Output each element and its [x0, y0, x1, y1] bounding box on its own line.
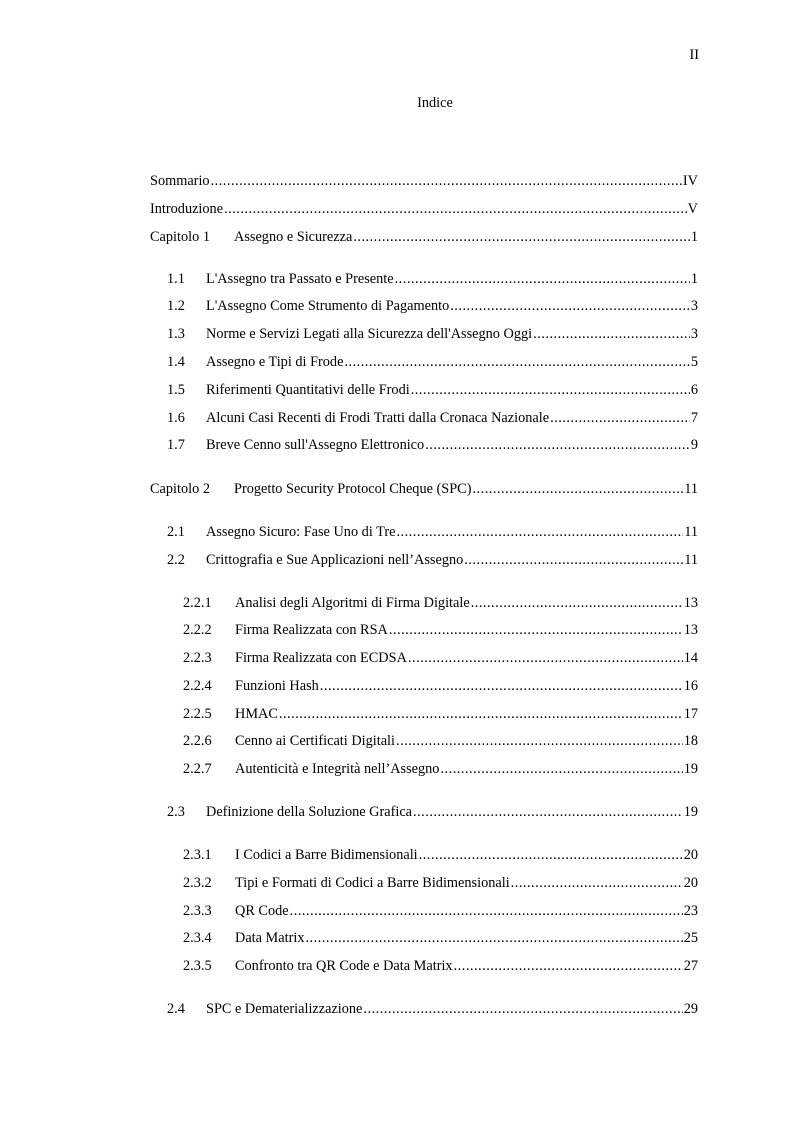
toc-entry-text: Assegno e Tipi di Frode: [206, 354, 344, 370]
toc-leader-dots: [389, 620, 683, 640]
toc-entry-2-2-3[interactable]: [183, 648, 698, 668]
toc-entry-number: 1.7: [167, 437, 185, 453]
toc-entry-number: 1.4: [167, 354, 185, 370]
toc-leader-dots: [305, 928, 682, 948]
toc-entry-page: 25: [683, 930, 698, 946]
toc-entry-text: Progetto Security Protocol Cheque (SPC): [234, 481, 472, 497]
toc-entry-2-2-1[interactable]: [183, 593, 698, 613]
toc-entry-page: 16: [683, 678, 698, 694]
toc-entry-page: 18: [683, 733, 698, 749]
toc-entry-2-2-7[interactable]: [183, 759, 698, 779]
toc-entry-page: V: [687, 201, 698, 217]
toc-entry-capitolo-1[interactable]: [150, 227, 698, 247]
toc-entry-number: 2.4: [167, 1001, 185, 1017]
toc-entry-page: 13: [683, 595, 698, 611]
toc-entry-text: Analisi degli Algoritmi di Firma Digitale: [235, 595, 470, 611]
toc-leader-dots: [408, 648, 683, 668]
toc-leader-dots: [279, 704, 683, 724]
toc-entry-page: 6: [690, 382, 698, 398]
toc-entry-page: 20: [683, 847, 698, 863]
toc-leader-dots: [363, 999, 682, 1019]
toc-entry-text: Sommario: [150, 173, 210, 189]
toc-entry-text: Firma Realizzata con RSA: [235, 622, 388, 638]
toc-entry-number: 1.2: [167, 298, 185, 314]
toc-entry-page: 1: [690, 271, 698, 287]
toc-entry-page: 1: [690, 229, 698, 245]
toc-entry-number: 2.2: [167, 552, 185, 568]
toc-leader-dots: [290, 901, 683, 921]
toc-entry-number: 1.1: [167, 271, 185, 287]
page-title: Indice: [417, 95, 453, 111]
toc-entry-number: 2.3.2: [183, 875, 212, 891]
toc-entry-page: 3: [690, 326, 698, 342]
toc-entry-2-2-4[interactable]: [183, 676, 698, 696]
toc-entry-text: Data Matrix: [235, 930, 305, 946]
toc-entry-2-1[interactable]: [167, 522, 698, 542]
toc-entry-page: 11: [684, 524, 698, 540]
toc-leader-dots: [454, 956, 683, 976]
toc-entry-2-2-2[interactable]: [183, 620, 698, 640]
toc-entry-page: 11: [684, 481, 698, 497]
toc-leader-dots: [450, 296, 690, 316]
toc-entry-number: 1.6: [167, 410, 185, 426]
toc-leader-dots: [511, 873, 683, 893]
toc-entry-number: 2.3.5: [183, 958, 212, 974]
toc-entry-page: 14: [683, 650, 698, 666]
toc-entry-number: 2.2.4: [183, 678, 212, 694]
toc-leader-dots: [425, 435, 690, 455]
toc-entry-text: Cenno ai Certificati Digitali: [235, 733, 396, 749]
toc-entry-page: 19: [683, 761, 698, 777]
toc-entry-2-2-5[interactable]: [183, 704, 698, 724]
toc-entry-number: 2.2.7: [183, 761, 212, 777]
toc-entry-text: Definizione della Soluzione Grafica: [206, 804, 413, 820]
toc-leader-dots: [411, 380, 690, 400]
toc-entry-text: Confronto tra QR Code e Data Matrix: [235, 958, 453, 974]
toc-entry-2-3-2[interactable]: [183, 873, 698, 893]
toc-entry-number: 2.2.1: [183, 595, 212, 611]
toc-leader-dots: [471, 593, 683, 613]
toc-entry-number: 2.2.6: [183, 733, 212, 749]
toc-entry-page: 27: [683, 958, 698, 974]
toc-entry-number: 2.3.3: [183, 903, 212, 919]
toc-entry-1-7[interactable]: [167, 435, 698, 455]
toc-entry-page: 19: [683, 804, 698, 820]
toc-entry-2-2[interactable]: [167, 550, 698, 570]
toc-entry-capitolo-2[interactable]: [150, 479, 698, 499]
toc-entry-sommario[interactable]: [150, 171, 698, 191]
toc-leader-dots: [533, 324, 690, 344]
toc-entry-page: 13: [683, 622, 698, 638]
toc-leader-dots: [472, 479, 683, 499]
toc-entry-2-3-1[interactable]: [183, 845, 698, 865]
toc-entry-1-4[interactable]: [167, 352, 698, 372]
toc-entry-text: Funzioni Hash: [235, 678, 319, 694]
toc-leader-dots: [464, 550, 683, 570]
toc-entry-page: 5: [690, 354, 698, 370]
toc-entry-text: L'Assegno tra Passato e Presente: [206, 271, 394, 287]
toc-leader-dots: [396, 522, 683, 542]
toc-entry-page: 7: [690, 410, 698, 426]
toc-entry-number: 2.3: [167, 804, 185, 820]
toc-entry-number: 2.3.1: [183, 847, 212, 863]
toc-entry-text: QR Code: [235, 903, 289, 919]
toc-entry-1-5[interactable]: [167, 380, 698, 400]
toc-entry-number: 1.5: [167, 382, 185, 398]
toc-entry-text: L'Assegno Come Strumento di Pagamento: [206, 298, 450, 314]
toc-entry-number: 2.2.2: [183, 622, 212, 638]
toc-entry-number: 2.2.5: [183, 706, 212, 722]
page-number: II: [689, 47, 699, 63]
toc-entry-2-3-4[interactable]: [183, 928, 698, 948]
toc-entry-text: HMAC: [235, 706, 278, 722]
toc-leader-dots: [395, 269, 690, 289]
toc-entry-introduzione[interactable]: [150, 199, 698, 219]
toc-entry-1-1[interactable]: [167, 269, 698, 289]
toc-entry-text: SPC e Dematerializzazione: [206, 1001, 363, 1017]
toc-entry-text: Assegno Sicuro: Fase Uno di Tre: [206, 524, 396, 540]
toc-entry-2-3-5[interactable]: [183, 956, 698, 976]
toc-entry-text: Alcuni Casi Recenti di Frodi Tratti dalla Cronaca Nazionale: [206, 410, 550, 426]
toc-leader-dots: [211, 171, 682, 191]
toc-entry-1-6[interactable]: [167, 408, 698, 428]
toc-entry-page: 20: [683, 875, 698, 891]
toc-entry-page: 3: [690, 298, 698, 314]
toc-leader-dots: [440, 759, 682, 779]
toc-leader-dots: [413, 802, 683, 822]
toc-entry-1-3[interactable]: [167, 324, 698, 344]
toc-entry-page: IV: [682, 173, 698, 189]
toc-entry-page: 23: [683, 903, 698, 919]
toc-entry-number: 2.2.3: [183, 650, 212, 666]
toc-entry-text: Autenticità e Integrità nell’Assegno: [235, 761, 440, 777]
toc-entry-text: Assegno e Sicurezza: [234, 229, 353, 245]
toc-entry-text: Introduzione: [150, 201, 224, 217]
toc-entry-text: Riferimenti Quantitativi delle Frodi: [206, 382, 410, 398]
toc-entry-text: Breve Cenno sull'Assegno Elettronico: [206, 437, 425, 453]
toc-entry-page: 17: [683, 706, 698, 722]
toc-leader-dots: [344, 352, 689, 372]
toc-entry-1-2[interactable]: [167, 296, 698, 316]
toc-leader-dots: [396, 731, 683, 751]
toc-leader-dots: [419, 845, 683, 865]
toc-leader-dots: [224, 199, 687, 219]
toc-entry-2-3-3[interactable]: [183, 901, 698, 921]
toc-entry-text: Firma Realizzata con ECDSA: [235, 650, 407, 666]
toc-entry-2-4[interactable]: [167, 999, 698, 1019]
toc-entry-number: 2.3.4: [183, 930, 212, 946]
toc-entry-number: 1.3: [167, 326, 185, 342]
toc-leader-dots: [320, 676, 683, 696]
toc-entry-page: 11: [684, 552, 698, 568]
toc-leader-dots: [353, 227, 690, 247]
toc-entry-text: Tipi e Formati di Codici a Barre Bidimensionali: [235, 875, 510, 891]
toc-leader-dots: [550, 408, 690, 428]
toc-entry-text: Norme e Servizi Legati alla Sicurezza dell'Assegno Oggi: [206, 326, 533, 342]
toc-entry-number: 2.1: [167, 524, 185, 540]
toc-entry-2-3[interactable]: [167, 802, 698, 822]
toc-entry-2-2-6[interactable]: [183, 731, 698, 751]
toc-entry-text: Crittografia e Sue Applicazioni nell’Assegno: [206, 552, 464, 568]
toc-entry-page: 29: [683, 1001, 698, 1017]
toc-entry-text: I Codici a Barre Bidimensionali: [235, 847, 418, 863]
toc-entry-number: Capitolo 1: [150, 229, 210, 245]
toc-entry-page: 9: [690, 437, 698, 453]
toc-entry-number: Capitolo 2: [150, 481, 210, 497]
